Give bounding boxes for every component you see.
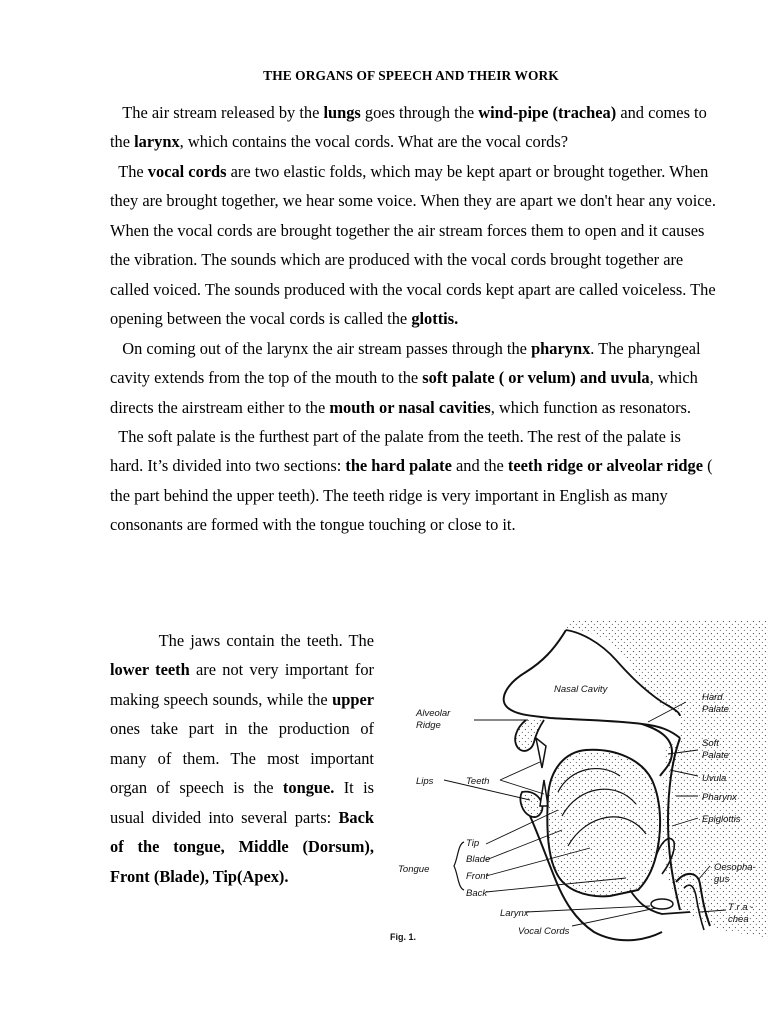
label-epiglottis: Epiglottis [702,814,741,825]
text-segment: ones take part in the production of many of them. The most important organ of speech is the [110,689,379,798]
bold-term: vocal cords [147,161,227,181]
text-segment: The jaws contain the teeth. The [110,631,379,650]
label-alveolar-2: Ridge [416,720,441,731]
paragraph [110,422,716,540]
paragraph [110,626,379,891]
text-segment: , which directs the airstream either to the [110,368,702,417]
text-segment: The soft palate is the furthest part of the palate from the teeth. The rest of the palate is hard. It’s divided into two sections: [110,426,686,476]
label-teeth: Teeth [466,776,490,787]
bold-term: lungs [323,103,361,122]
bold-term: upper [332,689,374,709]
bold-term: pharynx [531,338,591,358]
label-lips: Lips [416,776,434,787]
page-title: THE ORGANS OF SPEECH AND THEIR WORK [263,68,559,83]
bold-term: soft palate ( or velum) and uvula [422,368,650,388]
label-uvula: Uvula [702,773,727,784]
text-segment: goes through the [360,103,479,122]
text-segment: are two elastic folds, which may be kept apart or brought together. When they are brought together, we hear some voice. When they are apart we don't hear any voice. When the vocal cords are brought together the air stream forces them to open and it causes the vibration. The sounds which are produced with the vocal cords brought together are called voiced. The sounds produced with the vocal cords kept apart are called voiceless. The opening between the vocal cords is called the [110,161,720,329]
label-oesophagus-1: Oesopha- [714,862,756,873]
bold-term: tongue. [282,778,335,798]
bold-term: glottis. [411,309,459,329]
lower-lip [520,792,542,817]
label-larynx: Larynx [500,908,529,919]
text-segment: and the [451,456,508,476]
text-segment: The air stream released by the [110,103,324,122]
bold-term: larynx [134,132,180,152]
label-back: Back [466,888,488,899]
text-segment: The [110,161,148,181]
tongue-bracket [454,842,464,890]
label-front: Front [466,871,489,882]
bold-term: the hard palate [345,456,452,476]
label-soft-palate-2: Palate [702,750,729,761]
paragraph [110,334,716,422]
label-soft-palate-1: Soft [702,738,719,749]
label-vocal-cords: Vocal Cords [518,926,570,937]
label-hard-palate-2: Palate [702,704,729,715]
label-tongue: Tongue [398,864,430,875]
label-trachea-2: chea [728,914,749,925]
label-trachea-1: T r a - [728,902,754,913]
speech-organs-figure [380,620,768,950]
paragraph [110,98,716,157]
bold-term: wind-pipe (trachea) [478,103,617,122]
text-segment: ( the part behind the upper teeth). The teeth ridge is very important in English as many consonants are formed with the tongue touching or close to it. [110,456,717,535]
side-paragraph [110,626,379,891]
label-hard-palate-1: Hard [702,692,723,703]
bold-term: teeth ridge or alveolar ridge [507,456,704,476]
label-oesophagus-2: gus [714,874,730,885]
label-blade: Blade [466,854,491,865]
bold-term: Back of the tongue, Middle (Dorsum), Front (Blade), Tip(Apex). [110,807,374,886]
text-segment: and comes to the [110,103,711,152]
text-segment: , which function as resonators. [490,397,691,417]
text-segment: On coming out of the larynx the air stream passes through the [110,338,532,358]
text-segment: , which contains the vocal cords. What are the vocal cords? [179,132,569,152]
bold-term: lower teeth [110,660,190,680]
bold-term: mouth or nasal cavities [329,397,491,417]
body-text [110,98,720,540]
vocal-cords-shape [651,899,673,909]
label-alveolar-1: Alveolar [416,708,451,719]
speech-organs-diagram [380,620,768,950]
text-segment: It is usual divided into several parts: [110,778,379,827]
text-segment: . The pharyngeal cavity extends from the top of the mouth to the [110,338,705,388]
label-nasal-cavity: Nasal Cavity [554,684,608,695]
tongue-shape [547,750,660,897]
figure-caption: Fig. 1. [390,932,417,942]
label-pharynx: Pharynx [702,792,737,803]
paragraph [110,157,720,334]
label-tip: Tip [466,838,480,849]
text-segment: are not very important for making speech sounds, while the [110,660,379,709]
